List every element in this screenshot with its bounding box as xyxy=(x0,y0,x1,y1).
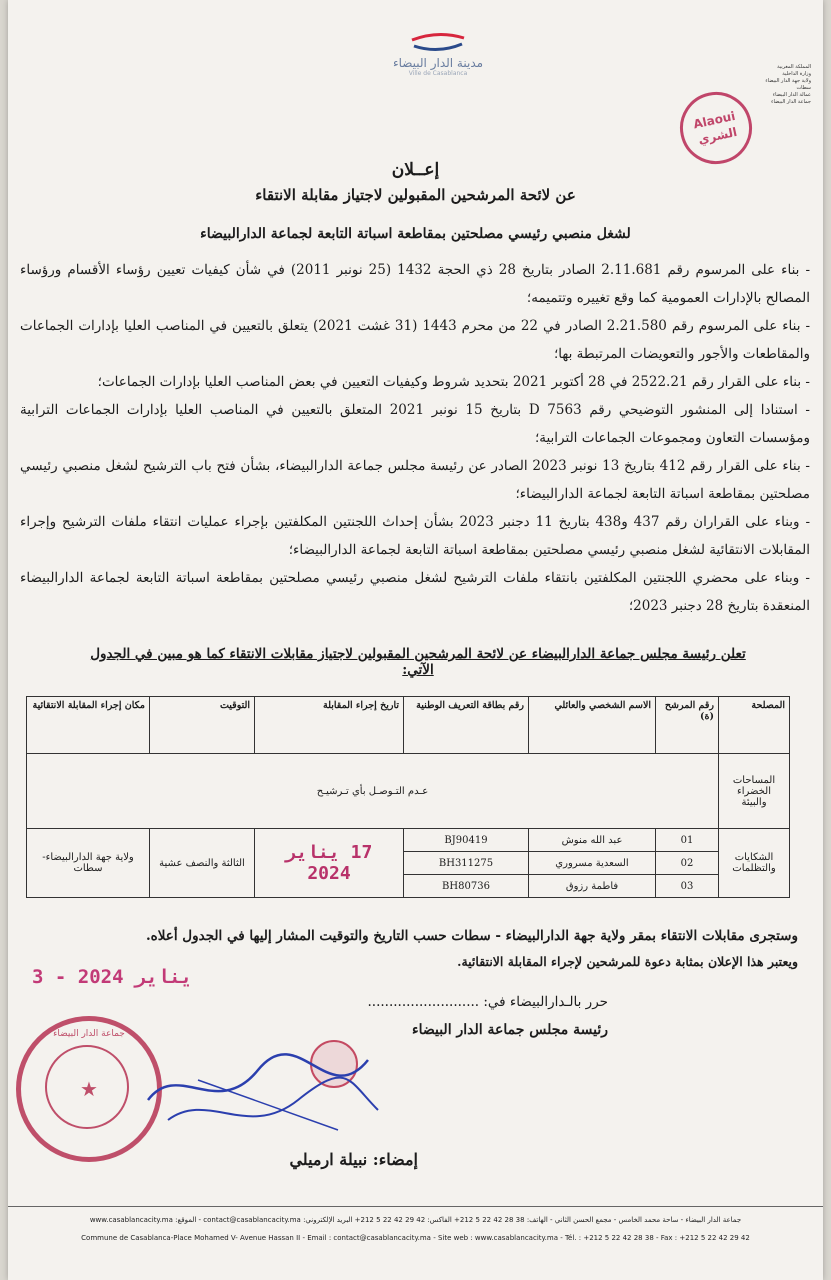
city-logo xyxy=(368,28,508,77)
announce-line: تعلن رئيسة مجلس جماعة الدارالبيضاء عن لائحة المرشحين المقبولين لاجتياز مقابلات الانتقاء كما هو مبين في الجدول الآتي: xyxy=(90,646,746,678)
preamble-paragraph: - استنادا إلى المنشور التوضيحي رقم D 7563 بتاريخ 15 نونبر 2021 المتعلق بالتعيين في المناصب العليا بإدارات الجماعات الترابية ومؤسسات التعاون ومجموعات الجماعات الترابية؛ xyxy=(20,402,810,446)
no-candidate-cell: عـدم التـوصـل بأي تـرشيـح xyxy=(27,754,719,829)
preamble-paragraph: - بناء على القرار رقم 2522.21 في 28 أكتوبر 2021 بتحديد شروط وكيفيات التعيين في بعض المناصب العليا بإدارات الجماعات؛ xyxy=(97,374,810,390)
interview-time: الثالثة والنصف عشية xyxy=(150,829,255,898)
table-header-row xyxy=(27,697,790,754)
logo-brand: مدينة الدار البيضاء xyxy=(392,56,484,70)
handwritten-signature xyxy=(138,1040,388,1150)
candidate-number: 02 xyxy=(656,852,719,875)
service-cell: الشكايات والتظلمات xyxy=(719,829,790,898)
logo-sub: Ville de Casablanca xyxy=(408,70,468,77)
service-cell: المساحات الخضراء والبيئة xyxy=(719,754,790,829)
preamble-paragraph: - بناء على القرار رقم 412 بتاريخ 13 نونبر 2023 الصادر عن رئيسة مجلس جماعة الدارالبيضاء، بشأن فتح باب الترشيح لشغل منصبي رئيسي مصلحتين بمقاطعة اسباتة التابعة لجماعة الدارالبيضاء؛ xyxy=(20,458,810,502)
receipt-stamp: Alaoui الشري xyxy=(673,85,758,170)
candidate-cin: BJ90419 xyxy=(404,829,529,852)
col-header: مكان إجراء المقابلة الانتقائية xyxy=(27,697,150,754)
signer-title: رئيسة مجلس جماعة الدار البيضاء xyxy=(411,1022,608,1038)
col-header: التوقيت xyxy=(150,697,255,754)
footer-french-contact: Commune de Casablanca-Place Mohamed V- Avenue Hassan II - Email : contact@casablancacity.ma - Site web : www.casablancacity.ma - Tél. : +212 5 22 42 28 38 - Fax : +212 5 22 42 29 42 xyxy=(81,1234,750,1242)
table-row xyxy=(27,754,790,829)
announcement-subtitle: عن لائحة المرشحين المقبولين لاجتياز مقابلة الانتقاء xyxy=(255,186,576,204)
col-header: رقم المرشح (ة) xyxy=(656,697,719,754)
interview-date-stamp: 17 يناير 2024 xyxy=(285,842,373,884)
col-header: تاريخ إجراء المقابلة xyxy=(255,697,404,754)
made-at-line: حرر بالـدارالبيضاء في: .......................... xyxy=(367,994,608,1010)
candidate-cin: BH311275 xyxy=(404,852,529,875)
signer-name: إمضاء: نبيلة ارميلي xyxy=(289,1150,418,1169)
document-page xyxy=(8,0,823,1280)
preamble-paragraph: - وبناء على محضري اللجنتين المكلفتين بانتقاء ملفات الترشيح لشغل منصبي رئيسي مصلحتين بمقاطعة اسباتة التابعة لجماعة الدارالبيضاء المنعقدة بتاريخ 28 دجنبر 2023؛ xyxy=(20,570,810,614)
col-header: رقم بطاقة التعريف الوطنية xyxy=(404,697,529,754)
preamble xyxy=(20,256,810,620)
candidate-number: 03 xyxy=(656,875,719,898)
col-header: المصلحة xyxy=(719,697,790,754)
footer-divider xyxy=(8,1206,823,1207)
interview-date-cell xyxy=(255,829,404,898)
candidate-name: فاطمة رزوق xyxy=(529,875,656,898)
announcement-title: إعــلان xyxy=(391,160,440,180)
candidates-table xyxy=(26,696,790,898)
table-row xyxy=(27,829,790,852)
candidate-name: السعدية مسروري xyxy=(529,852,656,875)
issue-date-stamp: 3 - يناير 2024 xyxy=(32,966,193,988)
interview-place: ولاية جهة الدارالبيضاء- سطات xyxy=(27,829,150,898)
candidate-name: عبد الله منوش xyxy=(529,829,656,852)
invitation-note: ويعتبر هذا الإعلان بمثابة دعوة للمرشحين لإجراء المقابلة الانتقائية. xyxy=(457,954,798,969)
star-icon: ★ xyxy=(80,1077,98,1101)
preamble-paragraph: - بناء على المرسوم رقم 2.11.681 الصادر بتاريخ 28 ذي الحجة 1432 (25 نونبر 2011) في شأن كيفيات تعيين رؤساء الأقسام ورؤساء المصالح بالإدارات العمومية كما وقع تغييره وتتميمه؛ xyxy=(20,262,811,306)
interview-location-note: وستجرى مقابلات الانتقاء بمقر ولاية جهة الدارالبيضاء - سطات حسب التاريخ والتوقيت المشار إليها في الجدول أعلاه. xyxy=(145,928,798,944)
footer-arabic-contact: جماعة الدار البيضاء - ساحة محمد الخامس - مجمع الحسن الثاني - الهاتف: 38 28 42 22 5 212+ الفاكس: 42 29 42 22 5 212+ البريد الإلكتروني: contact@casablancacity.ma - الموقع: www.casablancacity.ma xyxy=(89,1216,742,1224)
announcement-positions: لشغل منصبي رئيسي مصلحتين بمقاطعة اسباتة التابعة لجماعة الدارالبيضاء xyxy=(200,226,631,242)
candidate-number: 01 xyxy=(656,829,719,852)
logo-swoosh-icon xyxy=(408,28,468,54)
candidate-cin: BH80736 xyxy=(404,875,529,898)
preamble-paragraph: - وبناء على القراران رقم 437 و438 بتاريخ 11 دجنبر 2023 بشأن إحداث اللجنتين المكلفتين بإجراء عمليات انتقاء ملفات الترشيح وإجراء المقابلات الانتقائية لشغل منصبي رئيسي مصلحتين بمقاطعة اسباتة التابعة لجماعة الدارالبيضاء؛ xyxy=(20,514,811,558)
preamble-paragraph: - بناء على المرسوم رقم 2.21.580 الصادر في 22 من محرم 1443 (31 غشت 2021) يتعلق بالتعيين في المناصب العليا بإدارات الجماعات والمقاطعات والأجور والتعويضات المرتبطة بها؛ xyxy=(20,318,811,362)
commune-seal: جماعة الدار البيضاء ★ xyxy=(16,1016,162,1162)
col-header: الاسم الشخصي والعائلي xyxy=(529,697,656,754)
letterhead-block: المملكة المغربية وزارة الداخلية ولاية جهة الدار البيضاء سطات عمالة الدار البيضاء جماعة الدار البيضاء xyxy=(765,64,811,105)
